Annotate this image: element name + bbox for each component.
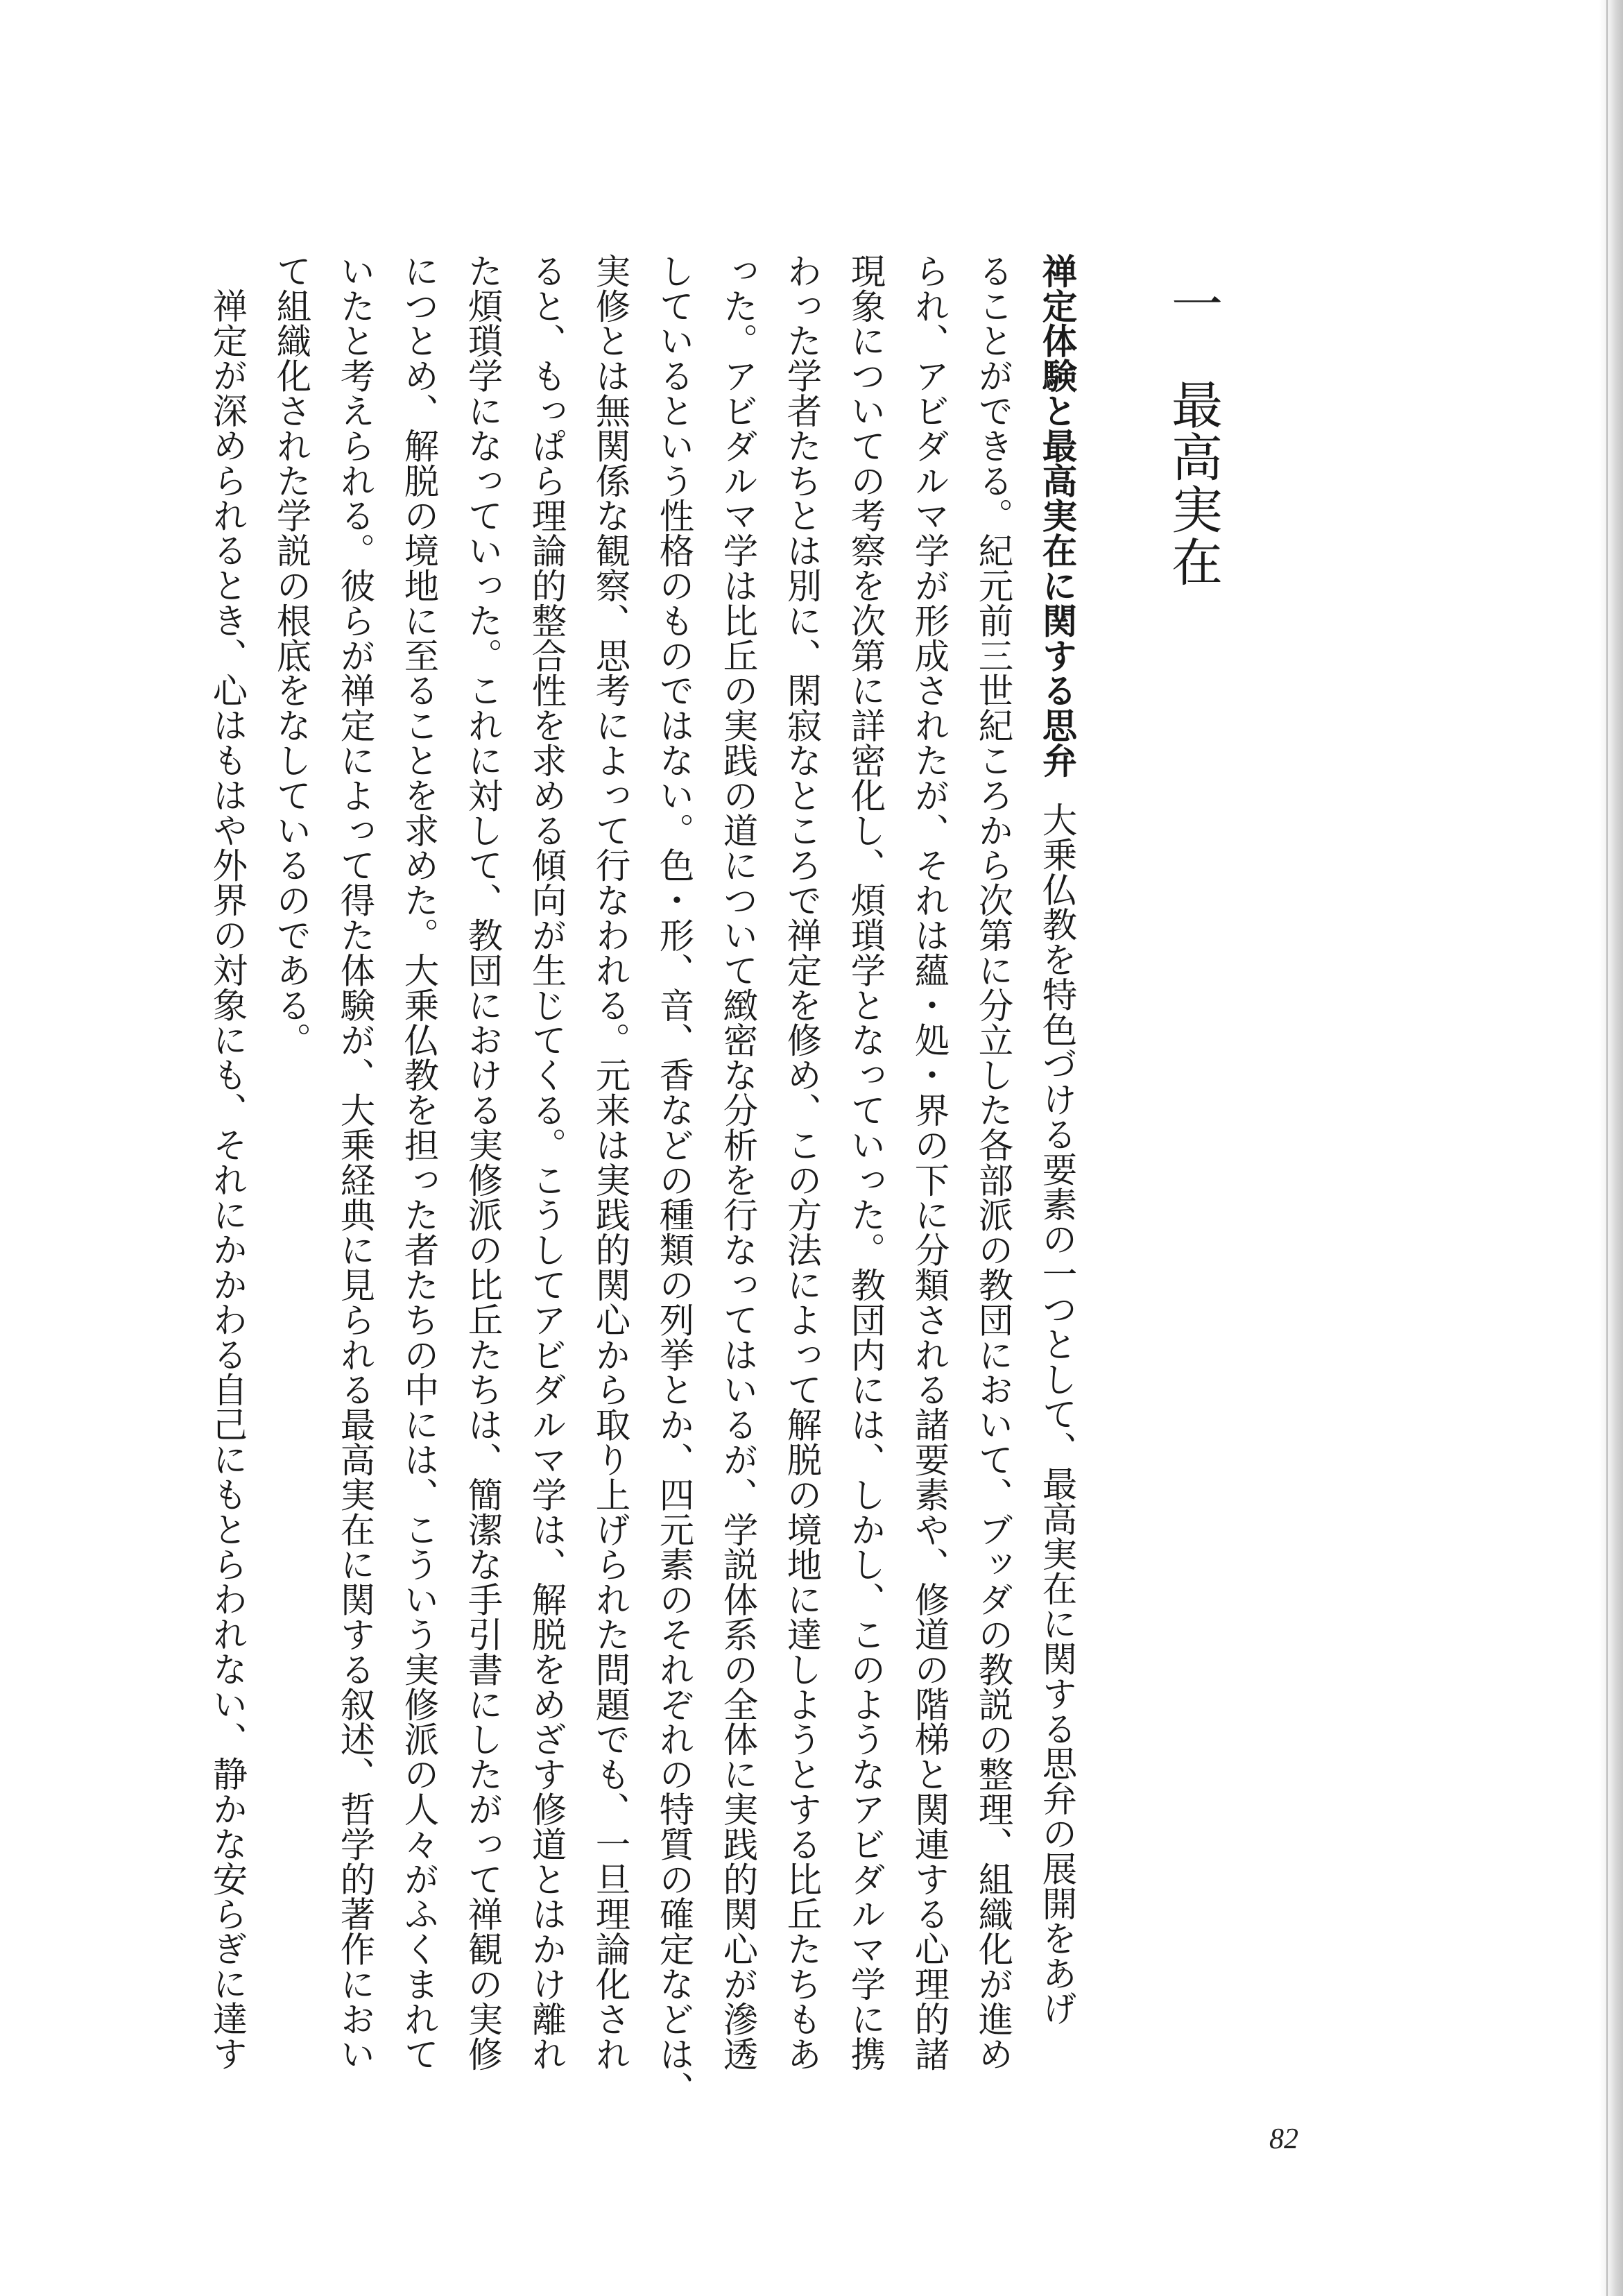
text-column: られ、アビダルマ学が形成されたが、それは蘊・処・界の下に分類される諸要素や、修道の階梯と関連する心理的諸 [909,253,950,2071]
text-column: 禅定体験と最高実在に関する思弁大乗仏教を特色づける要素の一つとして、最高実在に関する思弁の展開をあげ [1037,253,1078,2025]
text-column: て組織化された学説の根底をなしているのである。 [271,253,312,1058]
text-column: 現象についての考察を次第に詳密化し、煩瑣学となっていった。教団内には、しかし、このようなアビダルマ学に携 [845,253,886,2071]
text-column: わった学者たちとは別に、閑寂なところで禅定を修め、この方法によって解脱の境地に達しようとする比丘たちもあ [782,253,823,2071]
text-column: ることができる。紀元前三世紀ころから次第に分立した各部派の教団において、ブッダの教説の整理、組織化が進め [973,253,1014,2071]
text-column: た煩瑣学になっていった。これに対して、教団における実修派の比丘たちは、簡潔な手引書にしたがって禅観の実修 [463,253,504,2071]
section-number: 一 [1163,277,1223,330]
scanned-page-edge [1599,0,1623,2296]
section-heading [1151,277,1235,588]
text-column: ると、もっぱら理論的整合性を求める傾向が生じてくる。こうしてアビダルマ学は、解脱をめざす修道とはかけ離れ [526,253,567,2071]
text-column: しているという性格のものではない。色・形、音、香などの種類の列挙とか、四元素のそれぞれの特質の確定などは、 [654,253,695,2107]
page-number: 82 [1269,2123,1298,2155]
text-column: 実修とは無関係な観察、思考によって行なわれる。元来は実践的関心から取り上げられた問題でも、一旦理論化され [590,253,631,2071]
scanned-binding-line [1606,0,1608,2296]
subheading: 禅定体験と最高実在に関する思弁 [1037,253,1078,778]
text-column: いたと考えられる。彼らが禅定によって得た体験が、大乗経典に見られる最高実在に関する叙述、哲学的著作におい [335,253,376,2071]
text-column: 禅定が深められるとき、心はもはや外界の対象にも、それにかかわる自己にもとらわれない、静かな安らぎに達す [207,288,248,2071]
body-text [207,253,1089,2107]
section-title: 最高実在 [1163,378,1223,588]
text-column: った。アビダルマ学は比丘の実践の道について緻密な分析を行なってはいるが、学説体系の全体に実践的関心が滲透 [718,253,759,2071]
text-column: につとめ、解脱の境地に至ることを求めた。大乗仏教を担った者たちの中には、こういう実修派の人々がふくまれて [399,253,440,2071]
